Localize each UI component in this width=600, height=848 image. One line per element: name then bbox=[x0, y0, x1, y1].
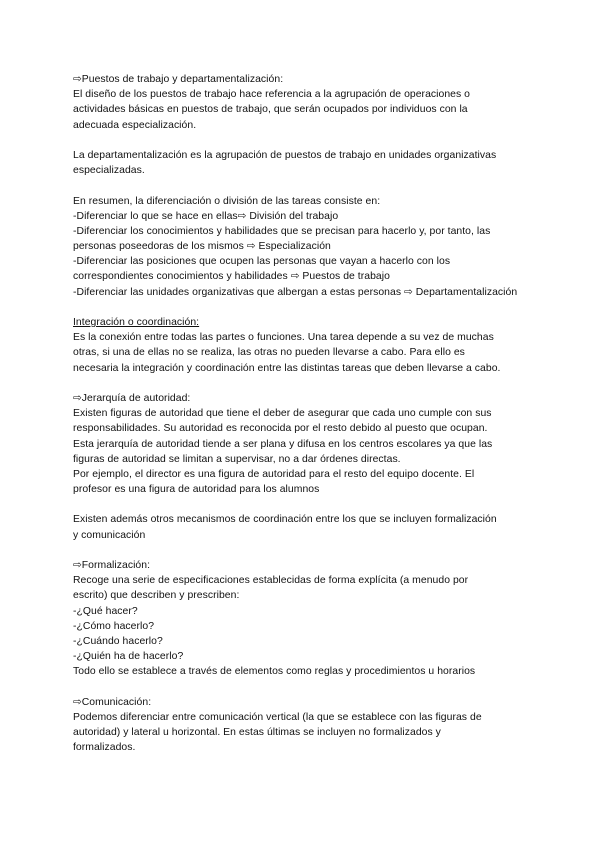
paragraph-gap bbox=[73, 376, 573, 391]
paragraph-line: necesaria la integración y coordinación entre las distintas tareas que deben llevarse a cabo. bbox=[73, 362, 501, 374]
paragraph-line: Existen además otros mecanismos de coordinación entre los que se incluyen formalización bbox=[73, 514, 497, 526]
paragraph-line: La departamentalización es la agrupación de puestos de trabajo en unidades organizativas bbox=[73, 149, 497, 161]
paragraph-line: El diseño de los puestos de trabajo hace referencia a la agrupación de operaciones o bbox=[73, 89, 470, 101]
heading-formalizacion: ⇨Formalización: bbox=[73, 560, 151, 571]
paragraph-line: Podemos diferenciar entre comunicación vertical (la que se establece con las figuras de bbox=[73, 711, 482, 723]
paragraph-gap bbox=[73, 178, 573, 193]
paragraph-gap bbox=[73, 543, 573, 558]
paragraph-line: Es la conexión entre todas las partes o funciones. Una tarea depende a su vez de muchas bbox=[73, 332, 494, 344]
list-item: -¿Qué hacer? bbox=[73, 605, 138, 617]
list-item: -¿Cómo hacerlo? bbox=[73, 620, 155, 632]
paragraph-gap bbox=[73, 680, 573, 695]
paragraph-line: otras, si una de ellas no se realiza, las otras no pueden llevarse a cabo. Para ello es bbox=[73, 347, 465, 359]
list-item: personas poseedoras de los mismos ⇨ Especialización bbox=[73, 241, 331, 253]
paragraph-line: Por ejemplo, el director es una figura de autoridad para el resto del equipo docente. El bbox=[73, 468, 475, 480]
document-body bbox=[73, 72, 573, 755]
list-item: -Diferenciar las posiciones que ocupen las personas que vayan a hacerlo con los bbox=[73, 256, 451, 268]
paragraph-line: escrito) que describen y prescriben: bbox=[73, 590, 240, 602]
paragraph-line: Esta jerarquía de autoridad tiende a ser plana y difusa en los centros escolares ya que las bbox=[73, 438, 493, 450]
paragraph-line: Existen figuras de autoridad que tiene el deber de asegurar que cada uno cumple con sus bbox=[73, 408, 492, 420]
paragraph-line: actividades básicas en puestos de trabajo, que serán ocupados por individuos con la bbox=[73, 104, 468, 116]
paragraph-gap bbox=[73, 497, 573, 512]
paragraph-line: En resumen, la diferenciación o división de las tareas consiste en: bbox=[73, 195, 381, 207]
paragraph-gap bbox=[73, 133, 573, 148]
paragraph-line: autoridad) y lateral u horizontal. En estas últimas se incluyen no formalizados y bbox=[73, 727, 441, 739]
list-item: -¿Cuándo hacerlo? bbox=[73, 635, 163, 647]
heading-integracion: Integración o coordinación: bbox=[73, 317, 200, 328]
paragraph-line: profesor es una figura de autoridad para los alumnos bbox=[73, 484, 320, 496]
heading-puestos-de-trabajo: ⇨Puestos de trabajo y departamentalización: bbox=[73, 74, 284, 85]
heading-comunicacion: ⇨Comunicación: bbox=[73, 696, 152, 708]
paragraph-line: formalizados. bbox=[73, 742, 136, 754]
paragraph-line: Recoge una serie de especificaciones establecidas de forma explícita (a menudo por bbox=[73, 575, 469, 587]
paragraph-line: Todo ello se establece a través de elementos como reglas y procedimientos u horarios bbox=[73, 666, 476, 678]
paragraph-line: adecuada especialización. bbox=[73, 119, 197, 131]
list-item: -¿Quién ha de hacerlo? bbox=[73, 651, 184, 663]
paragraph-line: y comunicación bbox=[73, 529, 146, 541]
paragraph-line: responsabilidades. Su autoridad es reconocida por el resto debido al puesto que ocupan. bbox=[73, 423, 488, 435]
paragraph-line: especializadas. bbox=[73, 165, 145, 177]
list-item: correspondientes conocimientos y habilidades ⇨ Puestos de trabajo bbox=[73, 271, 390, 283]
list-item: -Diferenciar las unidades organizativas que albergan a estas personas ⇨ Departamentalización bbox=[73, 286, 518, 298]
paragraph-gap bbox=[73, 300, 573, 315]
list-item: -Diferenciar los conocimientos y habilidades que se precisan para hacerlo y, por tanto, las bbox=[73, 225, 491, 237]
list-item: -Diferenciar lo que se hace en ellas⇨ División del trabajo bbox=[73, 210, 339, 222]
paragraph-line: figuras de autoridad se limitan a supervisar, no a dar órdenes directas. bbox=[73, 453, 401, 465]
heading-jerarquia: ⇨Jerarquía de autoridad: bbox=[73, 392, 191, 404]
